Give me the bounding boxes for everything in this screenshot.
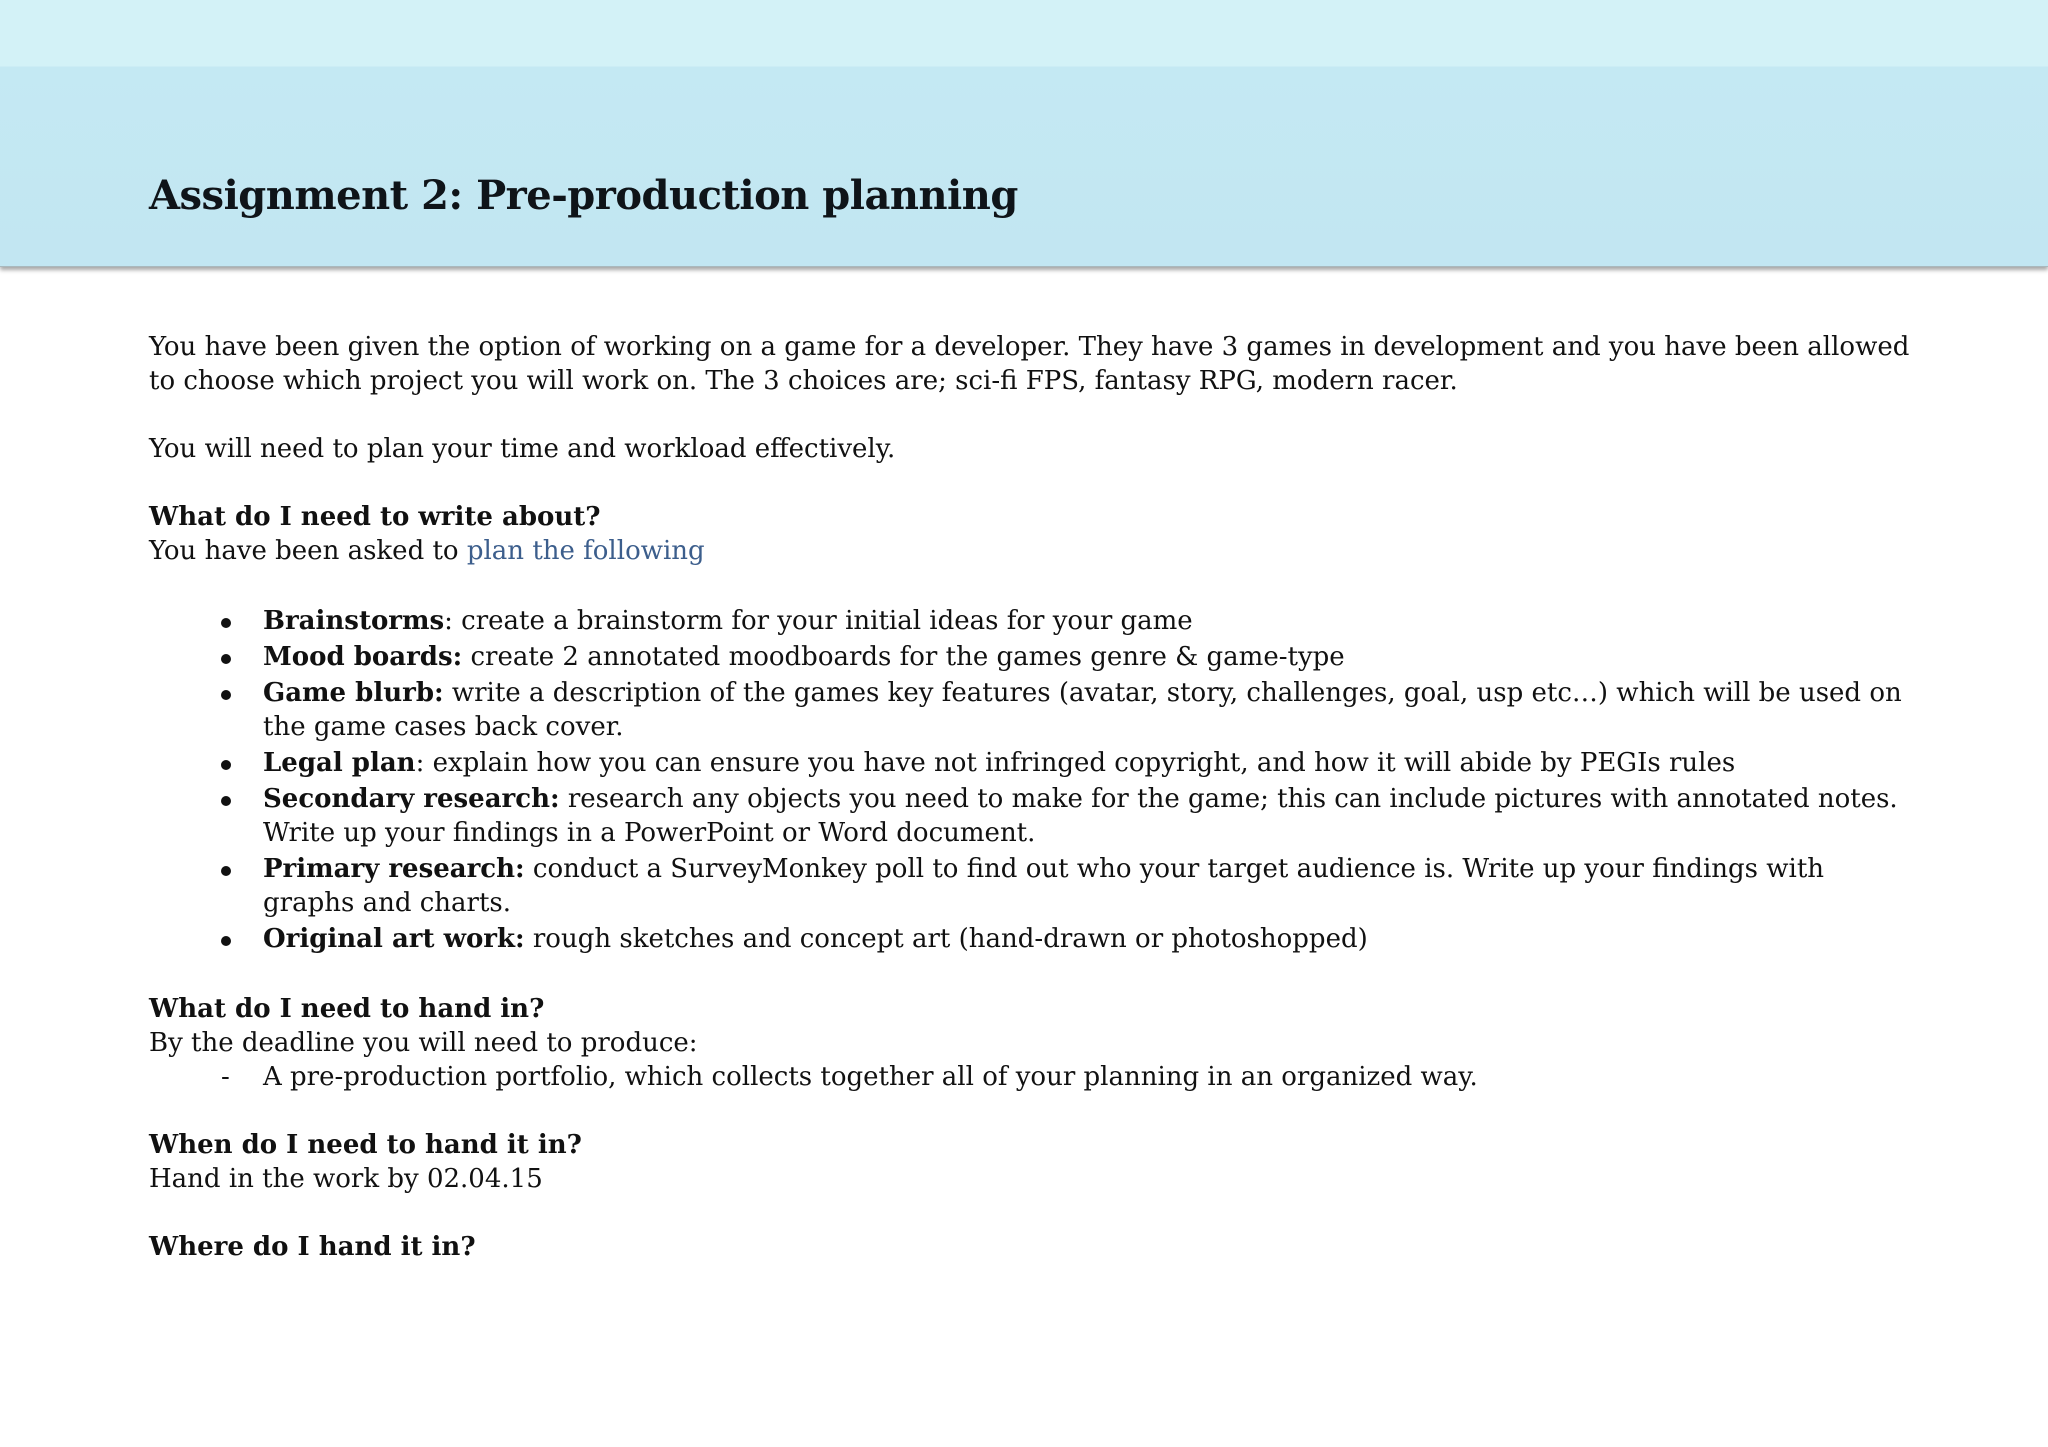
list-item-term: Original art work: — [263, 924, 525, 954]
list-item-text: : explain how you can ensure you have not infringed copyright, and how it will abide by PEGIs rules — [415, 748, 1736, 778]
list-item — [149, 604, 1919, 638]
bullet-icon — [221, 690, 231, 700]
list-item-term: Primary research: — [263, 854, 525, 884]
hand-in-lead: By the deadline you will need to produce: — [149, 1028, 698, 1058]
list-item — [149, 782, 1919, 850]
task-list — [149, 604, 1919, 956]
workload-paragraph: You will need to plan your time and workload effectively. — [149, 434, 896, 464]
list-item — [149, 676, 1919, 744]
list-item-text: write a description of the games key features (avatar, story, challenges, goal, usp etc…) which will be used on the game cases back cover. — [263, 678, 1902, 742]
list-item-term: Brainstorms — [263, 606, 445, 636]
write-about-heading: What do I need to write about? — [149, 502, 601, 532]
hand-in-item-text: A pre-production portfolio, which collects together all of your planning in an organized way. — [263, 1062, 1478, 1092]
page-title: Assignment 2: Pre-production planning — [149, 172, 1018, 219]
write-about-lead-text: You have been asked to — [149, 536, 467, 566]
list-item-text: : create a brainstorm for your initial ideas for your game — [444, 606, 1193, 636]
list-item — [149, 922, 1919, 956]
list-item-term: Legal plan — [263, 748, 416, 778]
bullet-icon — [221, 760, 231, 770]
list-item-text: rough sketches and concept art (hand-drawn or photoshopped) — [524, 924, 1368, 954]
list-item-text: conduct a SurveyMonkey poll to find out who your target audience is. Write up your findings with graphs and charts. — [263, 854, 1825, 918]
where-heading: Where do I hand it in? — [149, 1232, 476, 1262]
list-item — [149, 852, 1919, 920]
plan-following-link[interactable]: plan the following — [466, 536, 705, 566]
bullet-icon — [221, 796, 231, 806]
bullet-icon — [221, 936, 231, 946]
bullet-icon — [221, 866, 231, 876]
list-item-text: research any objects you need to make for the game; this can include pictures with annotated notes. Write up your findings in a PowerPoint or Word document. — [263, 784, 1898, 848]
list-item-term: Secondary research: — [263, 784, 560, 814]
bullet-icon — [221, 618, 231, 628]
intro-paragraph: You have been given the option of working on a game for a developer. They have 3 games in development and you have been allowed to choose which project you will work on. The 3 choices are; sci-fi FPS, fantasy RPG, modern racer. — [149, 332, 1910, 396]
dash-marker: - — [221, 1062, 230, 1092]
list-item-term: Mood boards: — [263, 642, 463, 672]
write-about-lead — [149, 534, 1919, 568]
list-item — [149, 746, 1919, 780]
when-heading: When do I need to hand it in? — [149, 1130, 582, 1160]
list-item-text: create 2 annotated moodboards for the games genre & game-type — [462, 642, 1345, 672]
header-band — [0, 0, 2048, 267]
hand-in-item — [149, 1060, 1919, 1094]
bullet-icon — [221, 654, 231, 664]
when-text: Hand in the work by 02.04.15 — [149, 1164, 543, 1194]
list-item — [149, 640, 1919, 674]
list-item-term: Game blurb: — [263, 678, 444, 708]
hand-in-heading: What do I need to hand in? — [149, 994, 545, 1024]
document-body — [149, 330, 1919, 1264]
